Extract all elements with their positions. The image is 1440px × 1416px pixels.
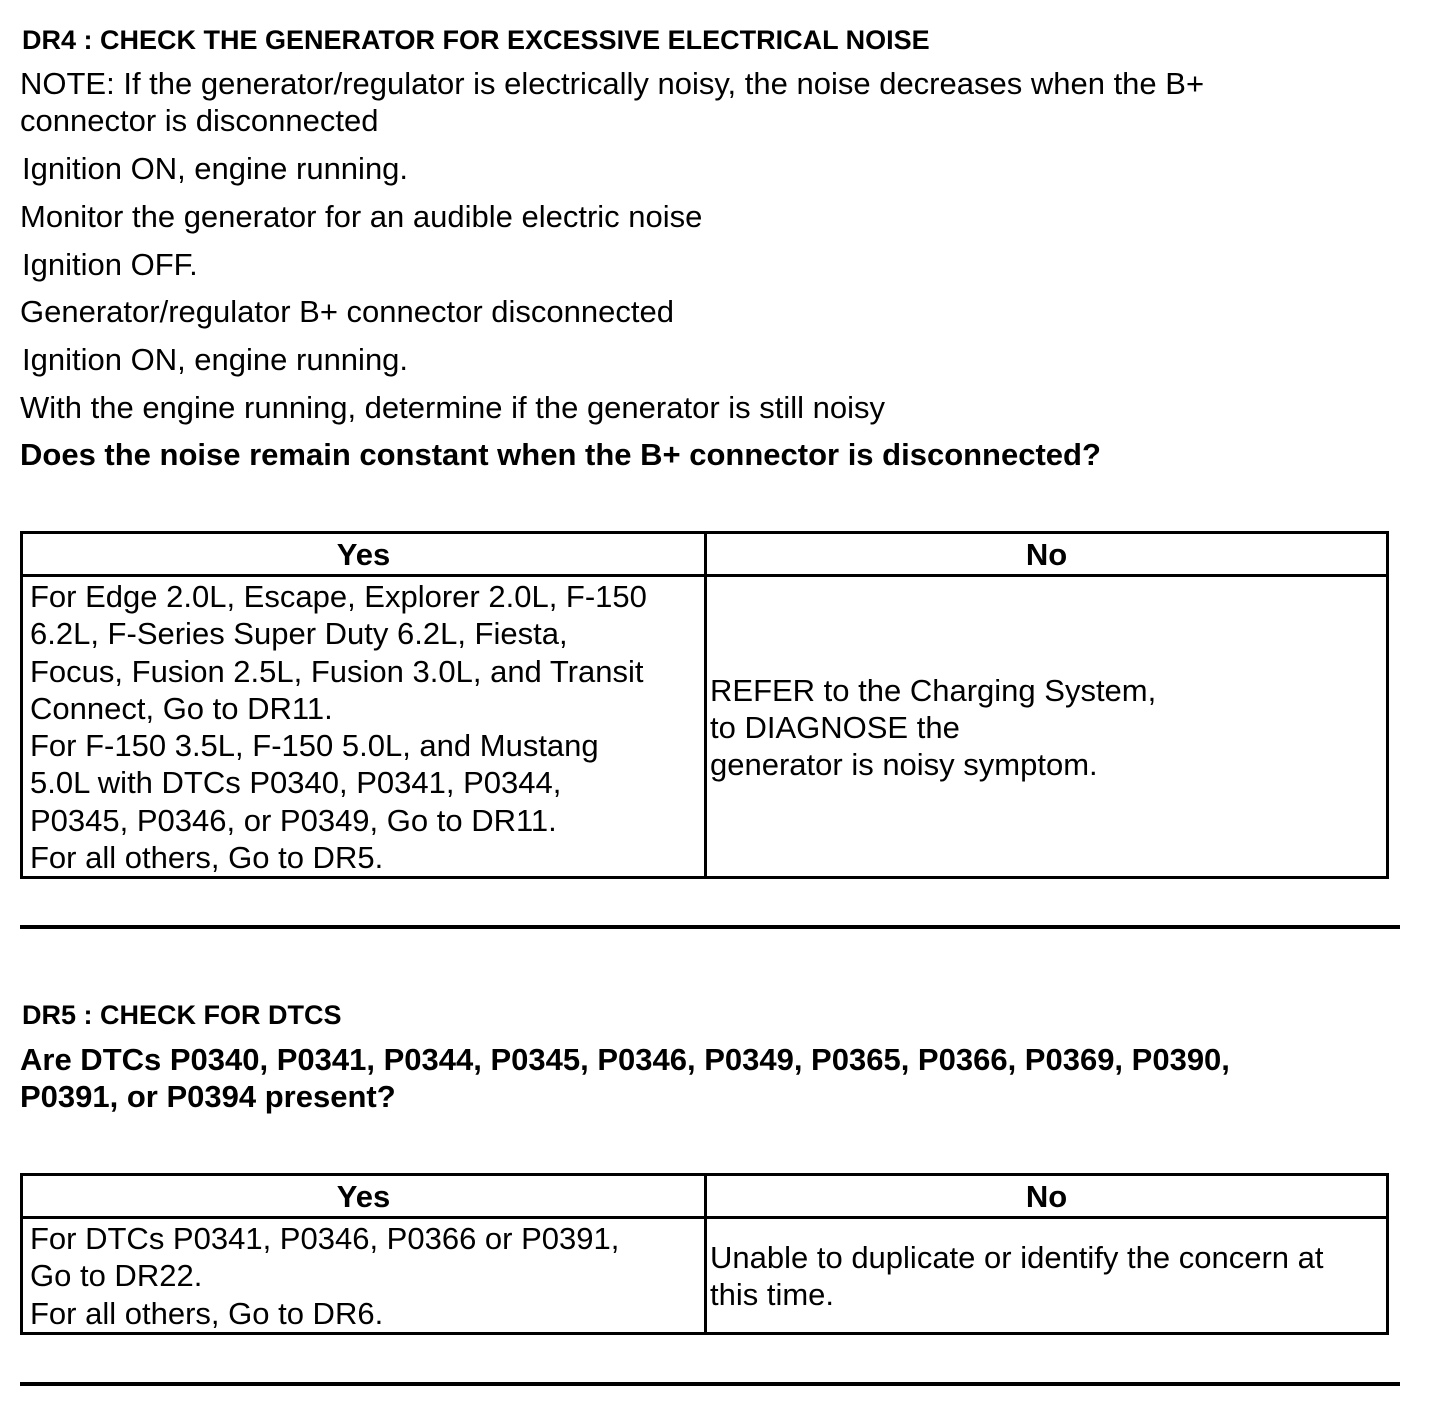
yes-cell-line: For all others, Go to DR6. [30,1295,384,1331]
no-cell-line: this time. [710,1277,835,1313]
yes-cell-line: For DTCs P0341, P0346, P0366 or P0391, [30,1221,620,1256]
yes-cell-line: For Edge 2.0L, Escape, Explorer 2.0L, F-150 [30,579,647,614]
no-cell-line: Unable to duplicate or identify the concern at [710,1240,1324,1275]
dr5-heading: DR5 : CHECK FOR DTCS [22,1000,342,1030]
yes-cell-line: Go to DR22. [30,1258,203,1294]
yes-cell-line: For F-150 3.5L, F-150 5.0L, and Mustang [30,728,599,764]
yes-column-header: Yes [336,537,391,572]
table-header-divider [23,1216,1386,1219]
dr4-step: With the engine running, determine if the generator is still noisy [20,390,886,425]
yes-cell [30,578,647,876]
table-column-divider [704,534,707,876]
dr5-result-table [20,1173,1389,1335]
yes-cell [30,1220,619,1332]
section-divider [20,1382,1400,1386]
dr4-heading: DR4 : CHECK THE GENERATOR FOR EXCESSIVE ELECTRICAL NOISE [22,25,930,55]
no-column-header: No [1025,1179,1068,1214]
dr4-question: Does the noise remain constant when the B+ connector is disconnected? [20,437,1101,472]
yes-cell-line: Focus, Fusion 2.5L, Fusion 3.0L, and Transit [30,653,644,689]
no-column-header: No [1025,537,1068,572]
yes-column-header: Yes [336,1179,391,1214]
yes-cell-line: P0345, P0346, or P0349, Go to DR11. [30,802,557,838]
dr4-step: Ignition ON, engine running. [22,342,409,377]
yes-cell-line: 6.2L, F-Series Super Duty 6.2L, Fiesta, [30,616,568,652]
dr4-note-line-1: NOTE: If the generator/regulator is electrically noisy, the noise decreases when the B+ [20,66,1205,101]
dr5-question-line-1: Are DTCs P0340, P0341, P0344, P0345, P0346, P0349, P0365, P0366, P0369, P0390, [20,1042,1230,1077]
dr4-step: Ignition ON, engine running. [22,151,409,186]
yes-cell-line: 5.0L with DTCs P0340, P0341, P0344, [30,765,562,801]
no-cell [710,672,1156,783]
no-cell-line: REFER to the Charging System, [710,673,1157,708]
no-cell-line: generator is noisy symptom. [710,747,1098,782]
dr5-question-line-2: P0391, or P0394 present? [20,1079,396,1114]
yes-cell-line: Connect, Go to DR11. [30,690,333,726]
dr4-note-line-2: connector is disconnected [20,103,379,138]
yes-cell-line: For all others, Go to DR5. [30,840,384,876]
no-cell [710,1239,1324,1314]
dr4-step: Ignition OFF. [22,247,198,282]
dr4-step: Generator/regulator B+ connector disconnected [20,294,674,329]
dr4-step: Monitor the generator for an audible electric noise [20,199,703,234]
table-header-divider [23,574,1386,577]
section-divider [20,925,1400,929]
no-cell-line: to DIAGNOSE the [710,710,960,745]
dr4-result-table [20,531,1389,879]
